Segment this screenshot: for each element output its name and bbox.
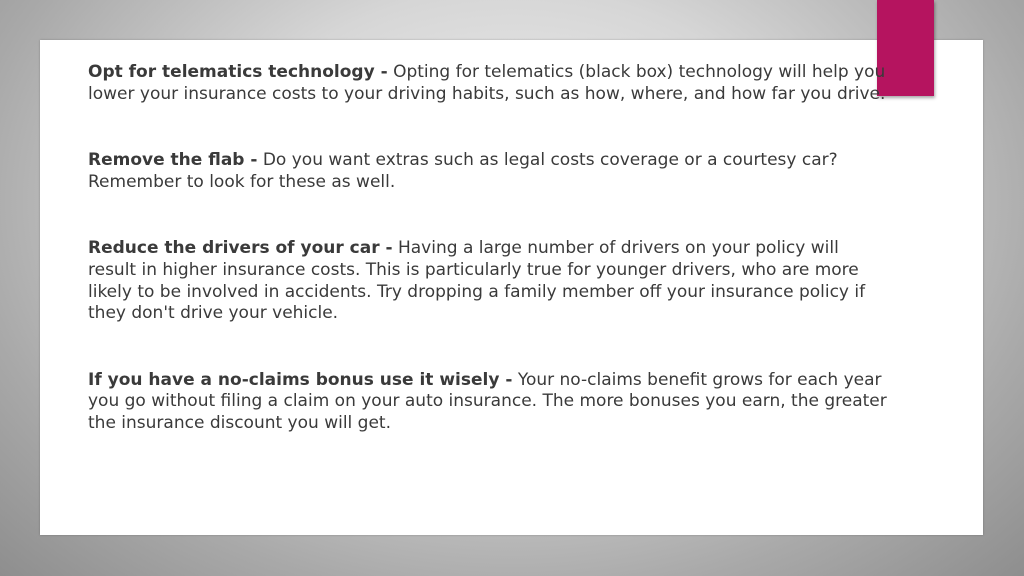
tip-paragraph-no-claims-bonus bbox=[88, 370, 888, 435]
slide-content bbox=[88, 62, 888, 435]
tip-body: Having a large number of drivers on your policy will result in higher insurance costs. This is particularly true for younger drivers, who are more likely to be involved in accidents. Try dropping a family member off your insurance policy if they don't drive your vehicle. bbox=[88, 238, 866, 324]
tip-body: Opting for telematics (black box) technology will help you lower your insurance costs to your driving habits, such as how, where, and how far you drive. bbox=[88, 62, 886, 104]
tip-heading: If you have a no-claims bonus use it wisely - bbox=[88, 369, 513, 390]
tip-paragraph-remove-flab bbox=[88, 150, 888, 193]
tip-paragraph-telematics bbox=[88, 62, 888, 105]
tip-heading: Remove the flab - bbox=[88, 150, 258, 171]
tip-heading: Reduce the drivers of your car - bbox=[88, 238, 393, 259]
tip-heading: Opt for telematics technology - bbox=[88, 62, 388, 82]
tip-body: Do you want extras such as legal costs coverage or a courtesy car? Remember to look for these as well. bbox=[88, 150, 838, 192]
tip-body: Your no-claims benefit grows for each year you go without filing a claim on your auto insurance. The more bonuses you earn, the greater the insurance discount you will get. bbox=[88, 369, 887, 433]
tip-paragraph-reduce-drivers bbox=[88, 238, 888, 324]
